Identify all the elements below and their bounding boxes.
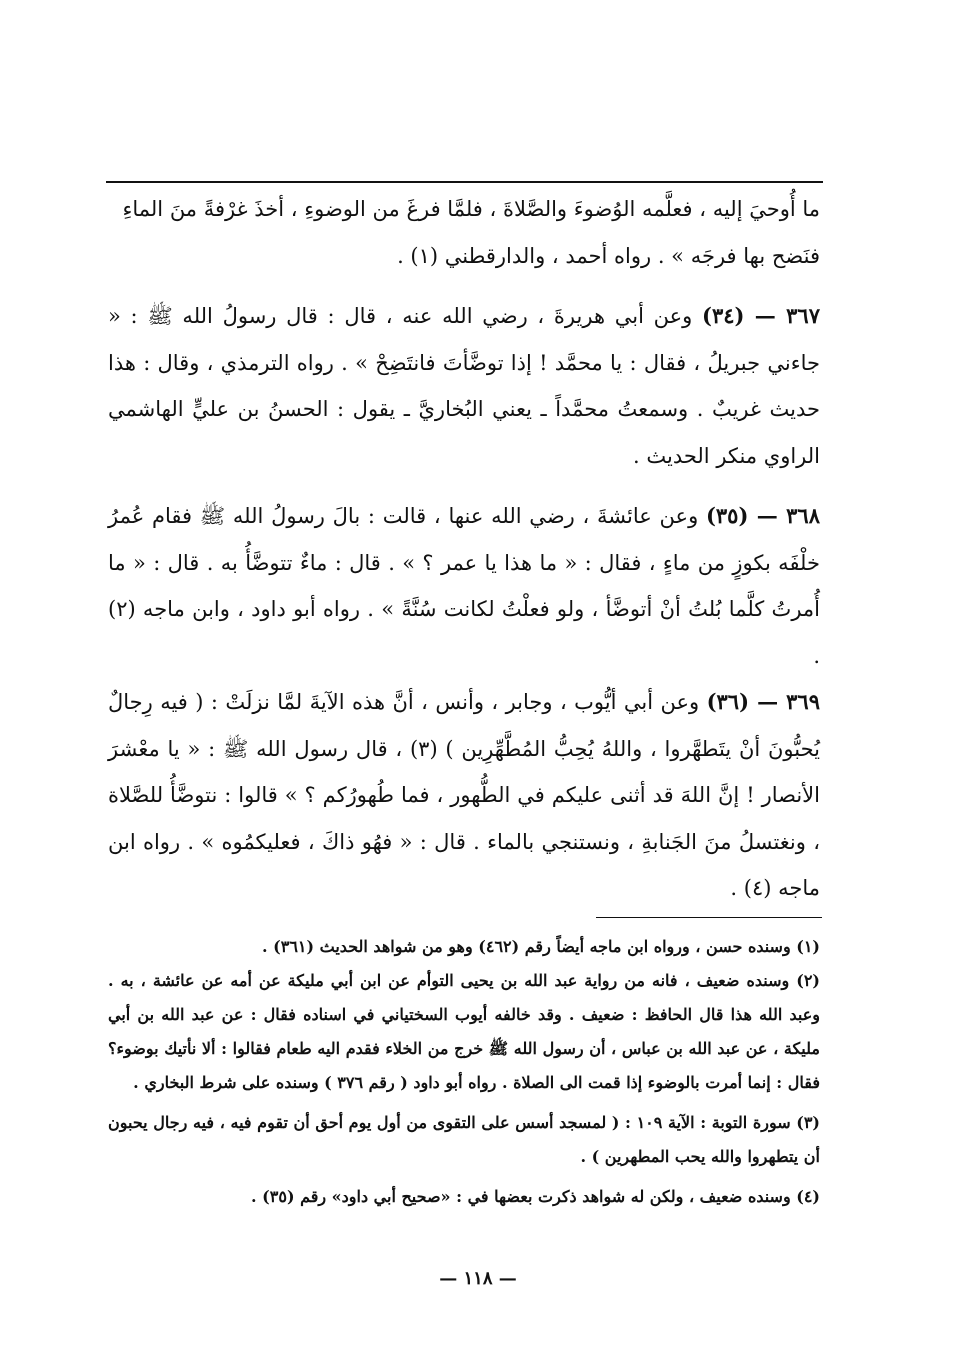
footnote-separator <box>596 917 822 918</box>
continuation-line-1: ما أُوحيَ إليه ، فعلَّمه الوُضوءَ والصَّلاةَ ، فلمَّا فرغَ من الوضوءِ ، أخذَ غرْفةً منَ الماءِ <box>122 197 820 221</box>
footnote-4: (٤) وسنده ضعيف ، ولكن له شواهد ذكرت بعضها في : «صحيح أبي داود» رقم (٣٥) . <box>251 1187 820 1206</box>
hadith-text: وعن أبي أيُّوب ، وجابر ، وأنس ، أنَّ هذه الآيةَ لمَّا نزلَتْ : ( فيه رِجالٌ يُحبُّونَ أنْ يتَطهَّروا ، واللهُ يُحِبُّ المُطَّهِّرِين ) (٣) ، قال رسول الله ﷺ : « يا معْشرَ الأنصار ! إنَّ اللهَ قد أثنى عليكم في الطُّهور ، فما طُهورُكم ؟ » قالوا : نتوضَّأُ للصَّلاة ، ونغتسلُ منَ الجَنابةِ ، ونستنجي بالماء . قال : « فهُو ذاكَ ، فعليكمُوه » . رواه ابن ماجه (٤) . <box>108 690 821 900</box>
main-text <box>108 186 820 912</box>
hadith-number: ٣٦٩ — (٣٦) <box>706 689 820 714</box>
page-number: — ١١٨ — <box>439 1268 517 1289</box>
hadith-text: وعن عائشةَ ، رضي الله عنها ، قالت : بالَ رسولُ الله ﷺ فقام عُمرُ خلْفَه بكوزٍ من ماءٍ ، فقال : « ما هذا يا عمر ؟ » . قال : ماءٌ تتوضَّأُ به . قال : « ما أُمرتُ كلَّما بُلتُ أنْ أتوضَّأ ، ولو فعلْتُ لكانت سُنَّةً » . رواه أبو داود ، وابن ماجه (٢) . <box>108 504 820 668</box>
continuation-line-2: فنَضح بها فرجَه » . رواه أحمد ، والدارقطني (١) . <box>397 243 820 268</box>
hadith-368 <box>108 493 820 679</box>
hadith-text: وعن أبي هريرةَ ، رضي الله عنه ، قال : قال رسولُ الله ﷺ : « جاءني جبريلُ ، فقال : يا محمَّد ! إذا توضَّأتَ فانتَضِحْ » . رواه الترمذي ، وقال : هذا حديث غريبٌ . وسمعتُ محمَّداً ـ يعني البُخاريَّ ـ يقول : الحسنُ بن عليٍّ الهاشمي الراوي منكر الحديث . <box>108 304 820 468</box>
hadith-number: ٣٦٨ — (٣٥) <box>705 503 820 528</box>
footnote-2: (٢) وسنده ضعيف ، فانه من رواية عبد الله بن يحيى التوأم عن ابن أبي مليكة عن أمه عن عائشة ، به . وعبد الله هذا قال الحافظ : ضعيف . وقد خالفه أيوب السختياني في اسناده فقال : عن عبد الله بن أبي مليكة ، عن عبد الله بن عباس ، أن رسول الله ﷺ خرج من الخلاء فقدم اليه طعام فقالوا : ألا نأتيك بوضوء؟ فقال : إنما أمرت بالوضوء إذا قمت الى الصلاة . رواه أبو داود ( رقم ٣٧٦ ) وسنده على شرط البخاري . <box>108 971 820 1092</box>
hadith-369 <box>108 679 820 912</box>
top-rule <box>106 181 823 183</box>
footnote-1: (١) وسنده حسن ، ورواه ابن ماجه أيضاً رقم (٤٦٢) وهو من شواهد الحديث (٣٦١) . <box>262 937 820 956</box>
footnotes <box>108 930 820 1214</box>
hadith-367 <box>108 293 820 479</box>
footnote-3: (٣) سورة التوبة : الآية ١٠٩ : ( لمسجد أسس على التقوى من أول يوم أحق أن تقوم فيه ، فيه رجال يحبون أن يتطهروا والله يحب المطهرين ) . <box>108 1113 820 1166</box>
hadith-number: ٣٦٧ — (٣٤) <box>702 303 820 328</box>
